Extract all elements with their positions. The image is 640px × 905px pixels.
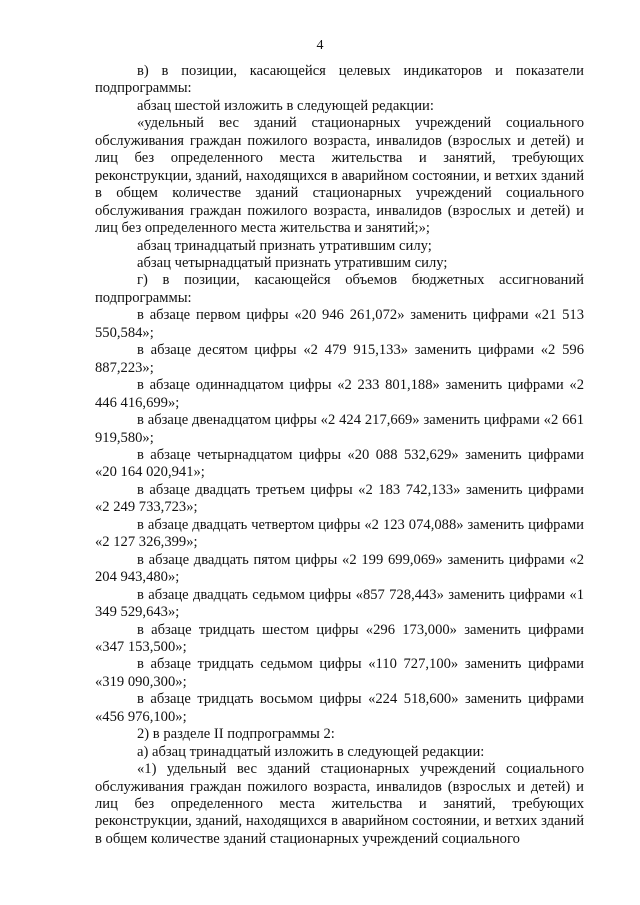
paragraph: в абзаце одиннадцатом цифры «2 233 801,188» заменить цифрами «2 446 416,699»; (95, 377, 584, 411)
paragraph: абзац тринадцатый признать утратившим силу; (137, 237, 432, 254)
paragraph: в абзаце десятом цифры «2 479 915,133» заменить цифрами «2 596 887,223»; (95, 342, 584, 376)
paragraph: в абзаце первом цифры «20 946 261,072» заменить цифрами «21 513 550,584»; (95, 307, 584, 341)
paragraph: абзац шестой изложить в следующей редакции: (137, 97, 434, 114)
paragraph: 2) в разделе II подпрограммы 2: (137, 726, 335, 743)
paragraph: в абзаце двадцать седьмом цифры «857 728,443» заменить цифрами «1 349 529,643»; (95, 586, 584, 621)
paragraph: в абзаце двенадцатом цифры «2 424 217,669» заменить цифрами «2 661 919,580»; (95, 412, 584, 446)
paragraph: в абзаце тридцать шестом цифры «296 173,000» заменить цифрами «347 153,500»; (95, 621, 584, 655)
paragraph: в абзаце тридцать седьмом цифры «110 727,100» заменить цифрами «319 090,300»; (95, 656, 584, 690)
paragraph: г) в позиции, касающейся объемов бюджетных ассигнований подпрограммы: (95, 272, 584, 306)
paragraph: в абзаце двадцать пятом цифры «2 199 699,069» заменить цифрами «2 204 943,480»; (95, 551, 584, 586)
paragraph: «1) удельный вес зданий стационарных учреждений социального обслуживания граждан пожилого возраста, инвалидов (взрослых и детей) и лиц без определенного места жительства и занятий, требующих реконструкции, зданий, находящихся в аварийном состоянии, и ветхих зданий в общем количестве зданий стационарных учреждений социального (95, 761, 584, 847)
paragraph: в абзаце двадцать четвертом цифры «2 123 074,088» заменить цифрами «2 127 326,399»; (95, 516, 584, 551)
paragraph: в абзаце тридцать восьмом цифры «224 518,600» заменить цифрами «456 976,100»; (95, 691, 584, 725)
paragraph: в абзаце двадцать третьем цифры «2 183 742,133» заменить цифрами «2 249 733,723»; (95, 481, 584, 516)
paragraph: а) абзац тринадцатый изложить в следующей редакции: (137, 743, 485, 760)
paragraph: в) в позиции, касающейся целевых индикаторов и показатели подпрограммы: (95, 63, 584, 97)
page-number: 4 (316, 38, 324, 53)
paragraph: в абзаце четырнадцатом цифры «20 088 532,629» заменить цифрами «20 164 020,941»; (95, 446, 584, 481)
paragraph: абзац четырнадцатый признать утратившим силу; (137, 254, 448, 271)
document-body (95, 63, 584, 848)
paragraph: «удельный вес зданий стационарных учреждений социального обслуживания граждан пожилого возраста, инвалидов (взрослых и детей) и лиц без определенного места жительства и занятий, требующих реконструкции, зданий, находящихся в аварийном состоянии, и ветхих зданий в общем количестве зданий стационарных учреждений социального обслуживания граждан пожилого возраста, инвалидов (взрослых и детей) и лиц без определенного места жительства и занятий;»; (95, 115, 584, 237)
